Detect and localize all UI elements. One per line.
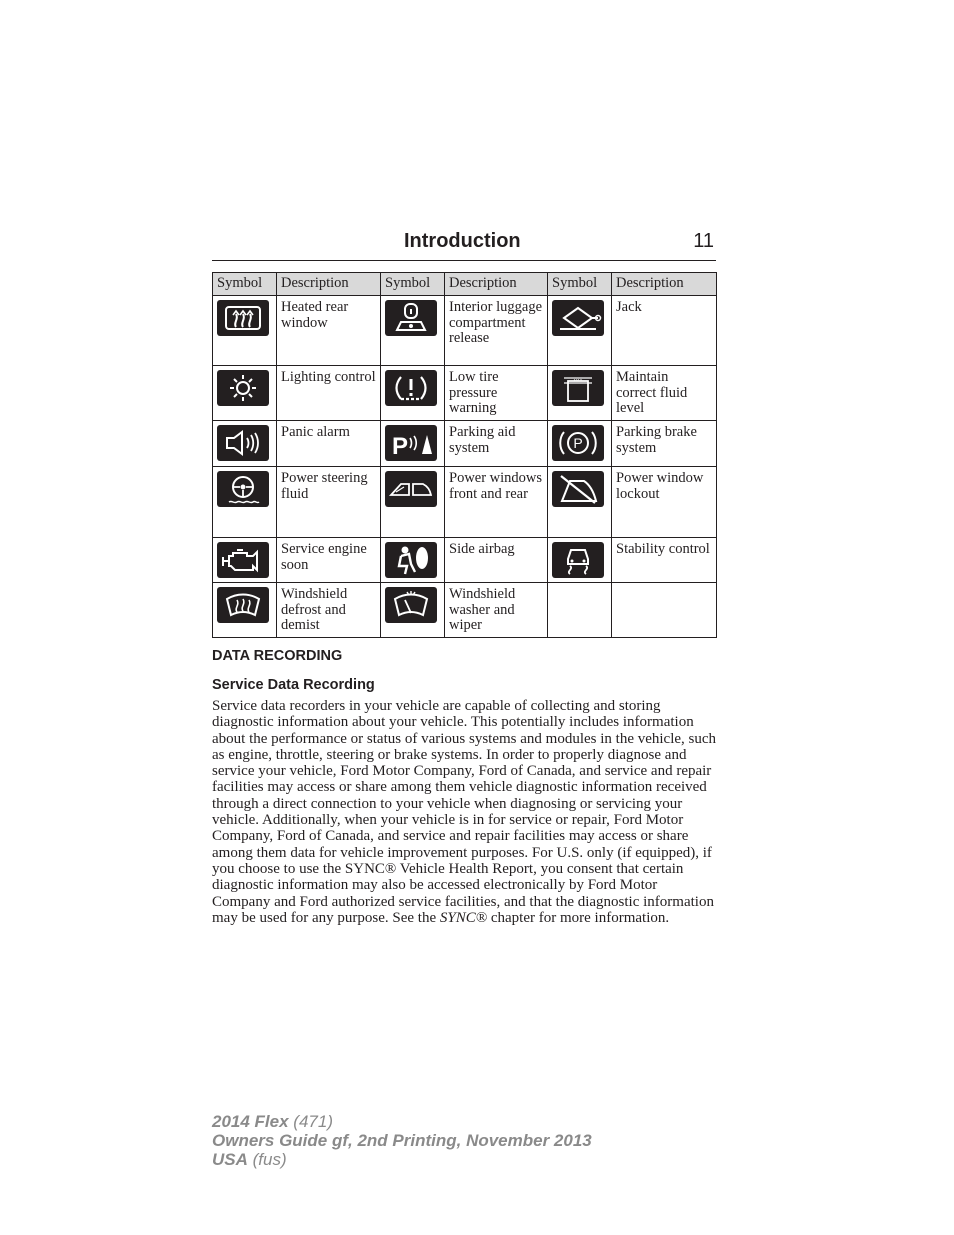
table-row	[213, 421, 717, 467]
fluid-level-icon	[552, 370, 604, 406]
footer-region: USA	[212, 1150, 248, 1169]
parking-brake-icon	[552, 425, 604, 461]
footer-model: 2014 Flex	[212, 1112, 289, 1131]
svg-text:P: P	[392, 433, 409, 460]
svg-text:P: P	[573, 435, 583, 451]
symbol-description: Windshield washer and wiper	[445, 583, 548, 638]
symbol-description: Parking brake system	[612, 421, 717, 467]
table-row	[213, 583, 717, 638]
side-airbag-icon	[385, 542, 437, 578]
sync-reference: SYNC®	[439, 909, 488, 926]
symbol-description: Power windows front and rear	[445, 467, 548, 538]
table-row	[213, 467, 717, 538]
symbol-description: Power steering fluid	[277, 467, 381, 538]
symbol-description: Windshield defrost and demist	[277, 583, 381, 638]
symbol-description: Maintain correct fluid level	[612, 366, 717, 421]
page-title: Introduction	[404, 230, 521, 252]
empty-cell	[612, 583, 717, 638]
svg-text:MAX: MAX	[573, 377, 583, 383]
power-windows-icon	[385, 471, 437, 507]
symbol-description: Side airbag	[445, 538, 548, 583]
page-footer	[212, 1112, 592, 1169]
table-row	[213, 538, 717, 583]
empty-cell	[548, 583, 612, 638]
footer-region-code: (fus)	[252, 1150, 287, 1169]
parking-aid-icon	[385, 425, 437, 461]
panic-alarm-icon	[217, 425, 269, 461]
column-header: Symbol	[381, 273, 445, 296]
heated-rear-window-icon	[217, 300, 269, 336]
symbol-table	[212, 272, 717, 638]
symbol-description: Interior luggage compartment release	[445, 296, 548, 366]
symbol-description: Heated rear window	[277, 296, 381, 366]
symbol-description: Parking aid system	[445, 421, 548, 467]
windshield-washer-icon	[385, 587, 437, 623]
table-row	[213, 296, 717, 366]
section-heading-data-recording: DATA RECORDING	[212, 648, 343, 664]
column-header: Symbol	[213, 273, 277, 296]
jack-icon	[552, 300, 604, 336]
column-header: Symbol	[548, 273, 612, 296]
footer-guide: Owners Guide gf, 2nd Printing, November 2013	[212, 1131, 592, 1150]
symbol-description: Lighting control	[277, 366, 381, 421]
page-header	[212, 230, 716, 261]
service-data-paragraph: Service data recorders in your vehicle are capable of collecting and storing diagnostic information about your vehicle. This potentially includes information about the performance or status of various systems and modules in the vehicle, such as engine, throttle, steering or brake systems. In order to properly diagnose and service your vehicle, Ford Motor Company, Ford of Canada, and service and repair facilities may access or share among them vehicle diagnostic information received through a direct connection to your vehicle when diagnosing or servicing your vehicle. Additionally, when your vehicle is in for service or repair, Ford Motor Company, Ford of Canada, and service and repair facilities may access or share among them data for vehicle improvement purposes. For U.S. only (if equipped), if you choose to use the SYNC® Vehicle Health Report, you consent that certain diagnostic information may also be accessed electronically by Ford Motor Company and Ford authorized service facilities, and that the diagnostic information may be used for any purpose. See the SYNC® chapter for more information.	[212, 698, 717, 926]
column-header: Description	[445, 273, 548, 296]
column-header: Description	[277, 273, 381, 296]
symbol-description: Service engine soon	[277, 538, 381, 583]
power-window-lockout-icon	[552, 471, 604, 507]
table-row	[213, 366, 717, 421]
service-engine-icon	[217, 542, 269, 578]
symbol-description: Low tire pressure warning	[445, 366, 548, 421]
low-tire-pressure-icon	[385, 370, 437, 406]
column-header: Description	[612, 273, 717, 296]
symbol-description: Stability control	[612, 538, 717, 583]
footer-model-code: (471)	[293, 1112, 333, 1131]
stability-control-icon	[552, 542, 604, 578]
symbol-description: Jack	[612, 296, 717, 366]
power-steering-fluid-icon	[217, 471, 269, 507]
windshield-defrost-icon	[217, 587, 269, 623]
interior-luggage-release-icon	[385, 300, 437, 336]
symbol-description: Panic alarm	[277, 421, 381, 467]
symbol-description: Power window lockout	[612, 467, 717, 538]
table-header-row	[213, 273, 717, 296]
page-number: 11	[693, 230, 714, 252]
lighting-control-icon	[217, 370, 269, 406]
subsection-heading-service-data-recording: Service Data Recording	[212, 677, 375, 693]
